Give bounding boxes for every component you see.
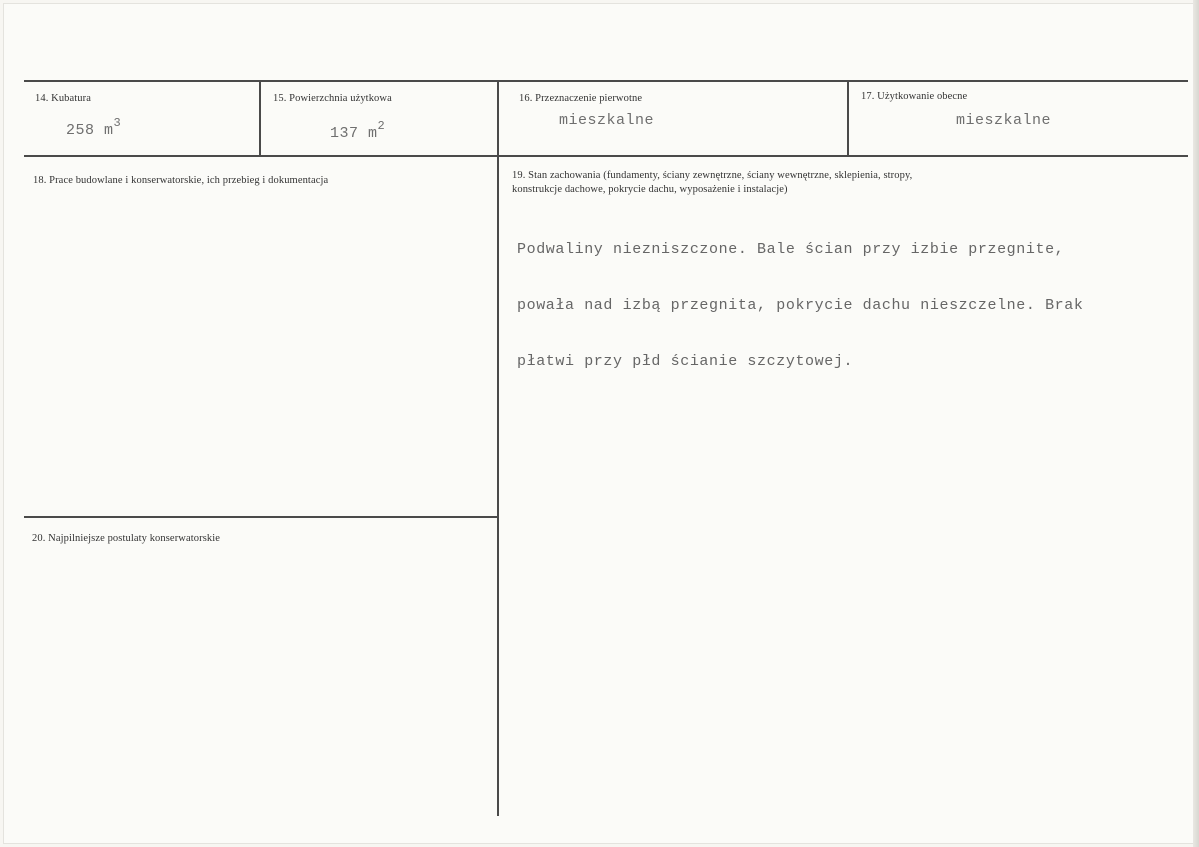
field-19-text-line-1: Podwaliny niezniszczone. Bale ścian przy izbie przegnite, [517,241,1065,258]
field-15-label: 15. Powierzchnia użytkowa [273,93,392,104]
field-15-value: 137 $m^2$ [330,119,386,142]
row1-bottom-rule [24,155,1188,157]
field-17-value: mieszkalne [956,112,1052,129]
section-18-bottom-rule [24,516,498,518]
field-18-label: 18. Prace budowlane i konserwatorskie, ich przebieg i dokumentacja [33,175,329,186]
field-15-unit-exponent: 2 [377,119,386,133]
field-14-value: 258 $m^3$ [66,116,122,139]
field-19-text-line-2: powała nad izbą przegnita, pokrycie dachu nieszczelne. Brak [517,297,1084,314]
field-14-unit-exponent: 3 [113,116,122,130]
top-rule [24,80,1188,82]
divider-14-15 [259,80,261,157]
divider-16-17 [847,80,849,157]
field-20-label: 20. Najpilniejsze postulaty konserwatorskie [32,533,221,544]
record-card [4,4,1195,843]
field-19-label-line2: konstrukcje dachowe, pokrycie dachu, wyposażenie i instalacje) [512,184,788,195]
divider-15-16 [497,80,499,816]
field-19-description [517,208,1157,404]
field-16-value: mieszkalne [559,112,655,129]
field-19-label-line1: 19. Stan zachowania (fundamenty, ściany zewnętrzne, ściany wewnętrzne, sklepienia, stropy, [512,170,913,181]
field-19-text-line-3: płatwi przy płd ścianie szczytowej. [517,353,854,370]
field-16-label: 16. Przeznaczenie pierwotne [519,93,643,104]
field-17-label: 17. Użytkowanie obecne [861,91,968,102]
card-edge [1193,0,1199,847]
field-14-label: 14. Kubatura [35,93,92,104]
